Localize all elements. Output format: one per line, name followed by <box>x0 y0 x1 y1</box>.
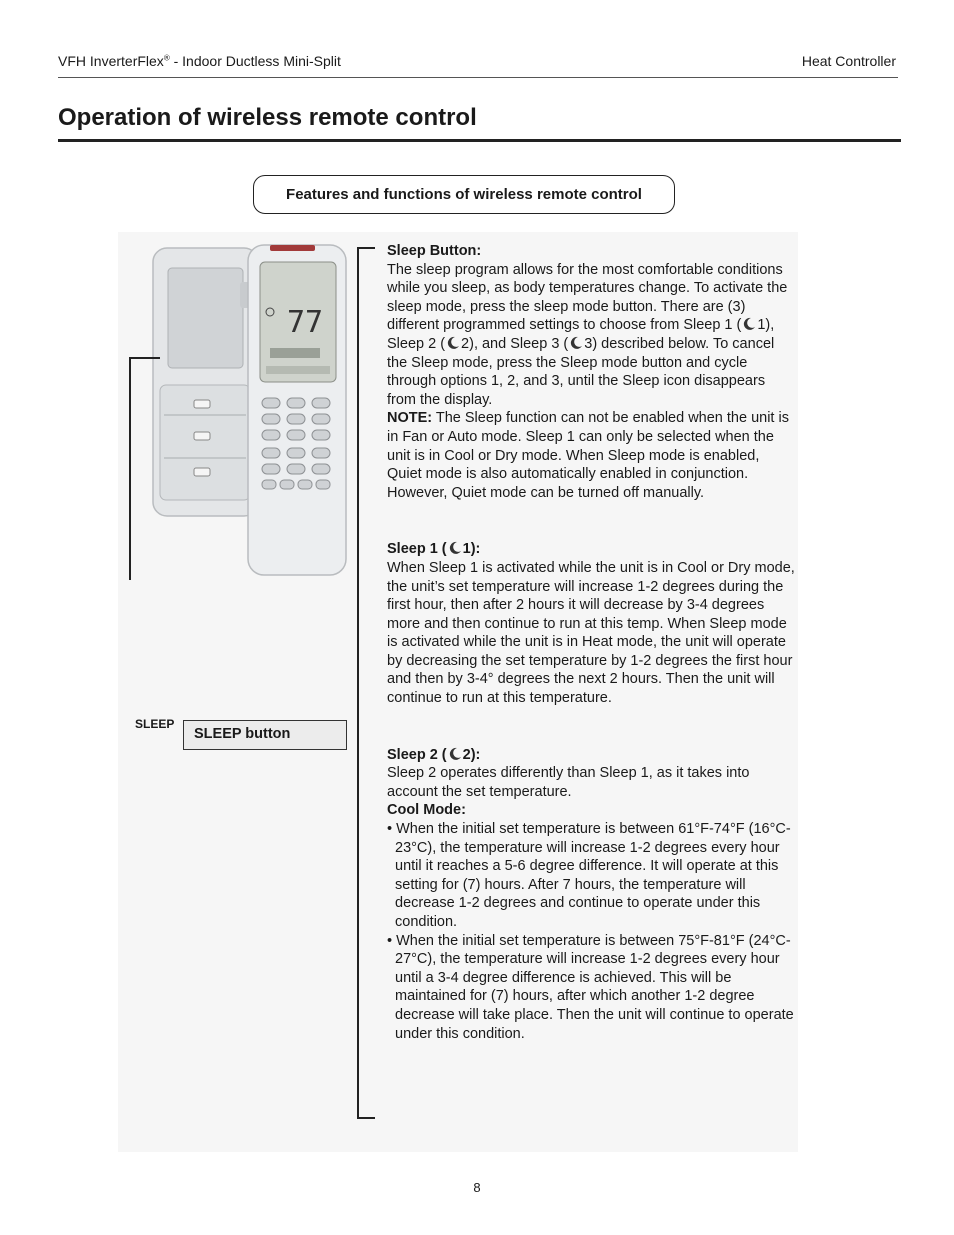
text-run: Sleep 1 ( <box>387 541 447 558</box>
text-run: 2), and Sleep 3 ( <box>461 335 569 352</box>
text-run: 1): <box>462 541 481 558</box>
registered-mark: ® <box>163 53 170 63</box>
content-column <box>387 242 797 1043</box>
sleep1-description: When Sleep 1 is activated while the unit is in Cool or Dry mode, the unit’s set temperature will increase 1-2 degrees during the first hour, then after 2 hours it will decrease by 3-4 degrees more and then continue to run at this temp. When Sleep mode is activated while the unit is in Heat mode, the unit will operate by decreasing the set temperature by 1-2 degrees the first hour and then by 3-4° degrees the next 2 hours. Then the unit will continue to run at this temperature. <box>387 559 795 707</box>
product-name: VFH InverterFlex <box>58 53 164 69</box>
text-run: 2): <box>462 746 481 763</box>
sleep-button-callout: SLEEP button <box>183 720 347 750</box>
spacer <box>387 502 797 540</box>
moon-icon <box>448 541 462 555</box>
sleep2-description: Sleep 2 operates differently than Sleep 1, as it takes into account the set temperature. <box>387 765 750 800</box>
text-run: The sleep program allows for the most comfortable conditions while you sleep, as body temperatures change. To activate the sleep mode, press the sleep mode button. There are (3) different programmed settings to choose from Sleep 1 ( <box>387 261 788 334</box>
moon-icon <box>446 336 460 350</box>
note-text: The Sleep function can not be enabled when the unit is in Fan or Auto mode. Sleep 1 can only be selected when the unit is in Cool or Dry mode. When Sleep mode is enabled, Quiet mode is also automatically enabled in conjunction. However, Quiet mode can be turned off manually. <box>387 410 789 501</box>
sleep2-heading <box>387 746 797 765</box>
sleep-button-heading: Sleep Button: <box>387 243 482 259</box>
remote-control-illustration <box>120 240 350 580</box>
note-label: NOTE: <box>387 410 433 427</box>
header-divider <box>58 77 898 78</box>
spacer <box>387 708 797 746</box>
cool-mode-heading: Cool Mode: <box>387 802 466 819</box>
text-run: 3) described below. To cancel the Sleep mode, press the Sleep mode button and cycle through options 1, 2, and 3, until the Sleep icon disappears from the display. <box>387 335 775 408</box>
text-bracket <box>350 240 380 1125</box>
product-subtitle: - Indoor Ductless Mini-Split <box>169 53 341 69</box>
moon-icon <box>742 317 756 331</box>
text-run: 1), Sleep 2 ( <box>387 317 775 352</box>
page-title: Operation of wireless remote control <box>58 104 477 131</box>
cool-mode-bullet: • When the initial set temperature is between 75°F-81°F (24°C-27°C), the temperature will increase 1-2 degrees every hour until a 3-4 degree difference is achieved. This will be maintained for (7) hours, after which another 1-2 degree decrease will take place. Then the unit will continue to operate under this condition. <box>387 932 794 1042</box>
moon-icon <box>569 336 583 350</box>
sleep-callout-tag: SLEEP <box>135 717 175 731</box>
moon-icon <box>448 747 462 761</box>
section-pill: Features and functions of wireless remote control <box>253 175 675 214</box>
title-divider <box>58 139 901 142</box>
text-run: Sleep 2 ( <box>387 746 447 763</box>
display-temperature: 77 <box>286 305 324 340</box>
sleep-button-description <box>387 261 797 410</box>
note-paragraph <box>387 409 797 502</box>
page-number: 8 <box>473 1180 481 1195</box>
sleep1-heading <box>387 540 797 559</box>
header-left <box>58 53 341 69</box>
header-right: Heat Controller <box>801 53 896 69</box>
cool-mode-bullet: • When the initial set temperature is between 61°F-74°F (16°C-23°C), the temperature will increase 1-2 degrees every hour until it reaches a 5-6 degree difference. It will operate at this setting for (7) hours. After 7 hours, the temperature will decrease 1-2 degrees and continue to operate under this condition. <box>387 821 791 930</box>
